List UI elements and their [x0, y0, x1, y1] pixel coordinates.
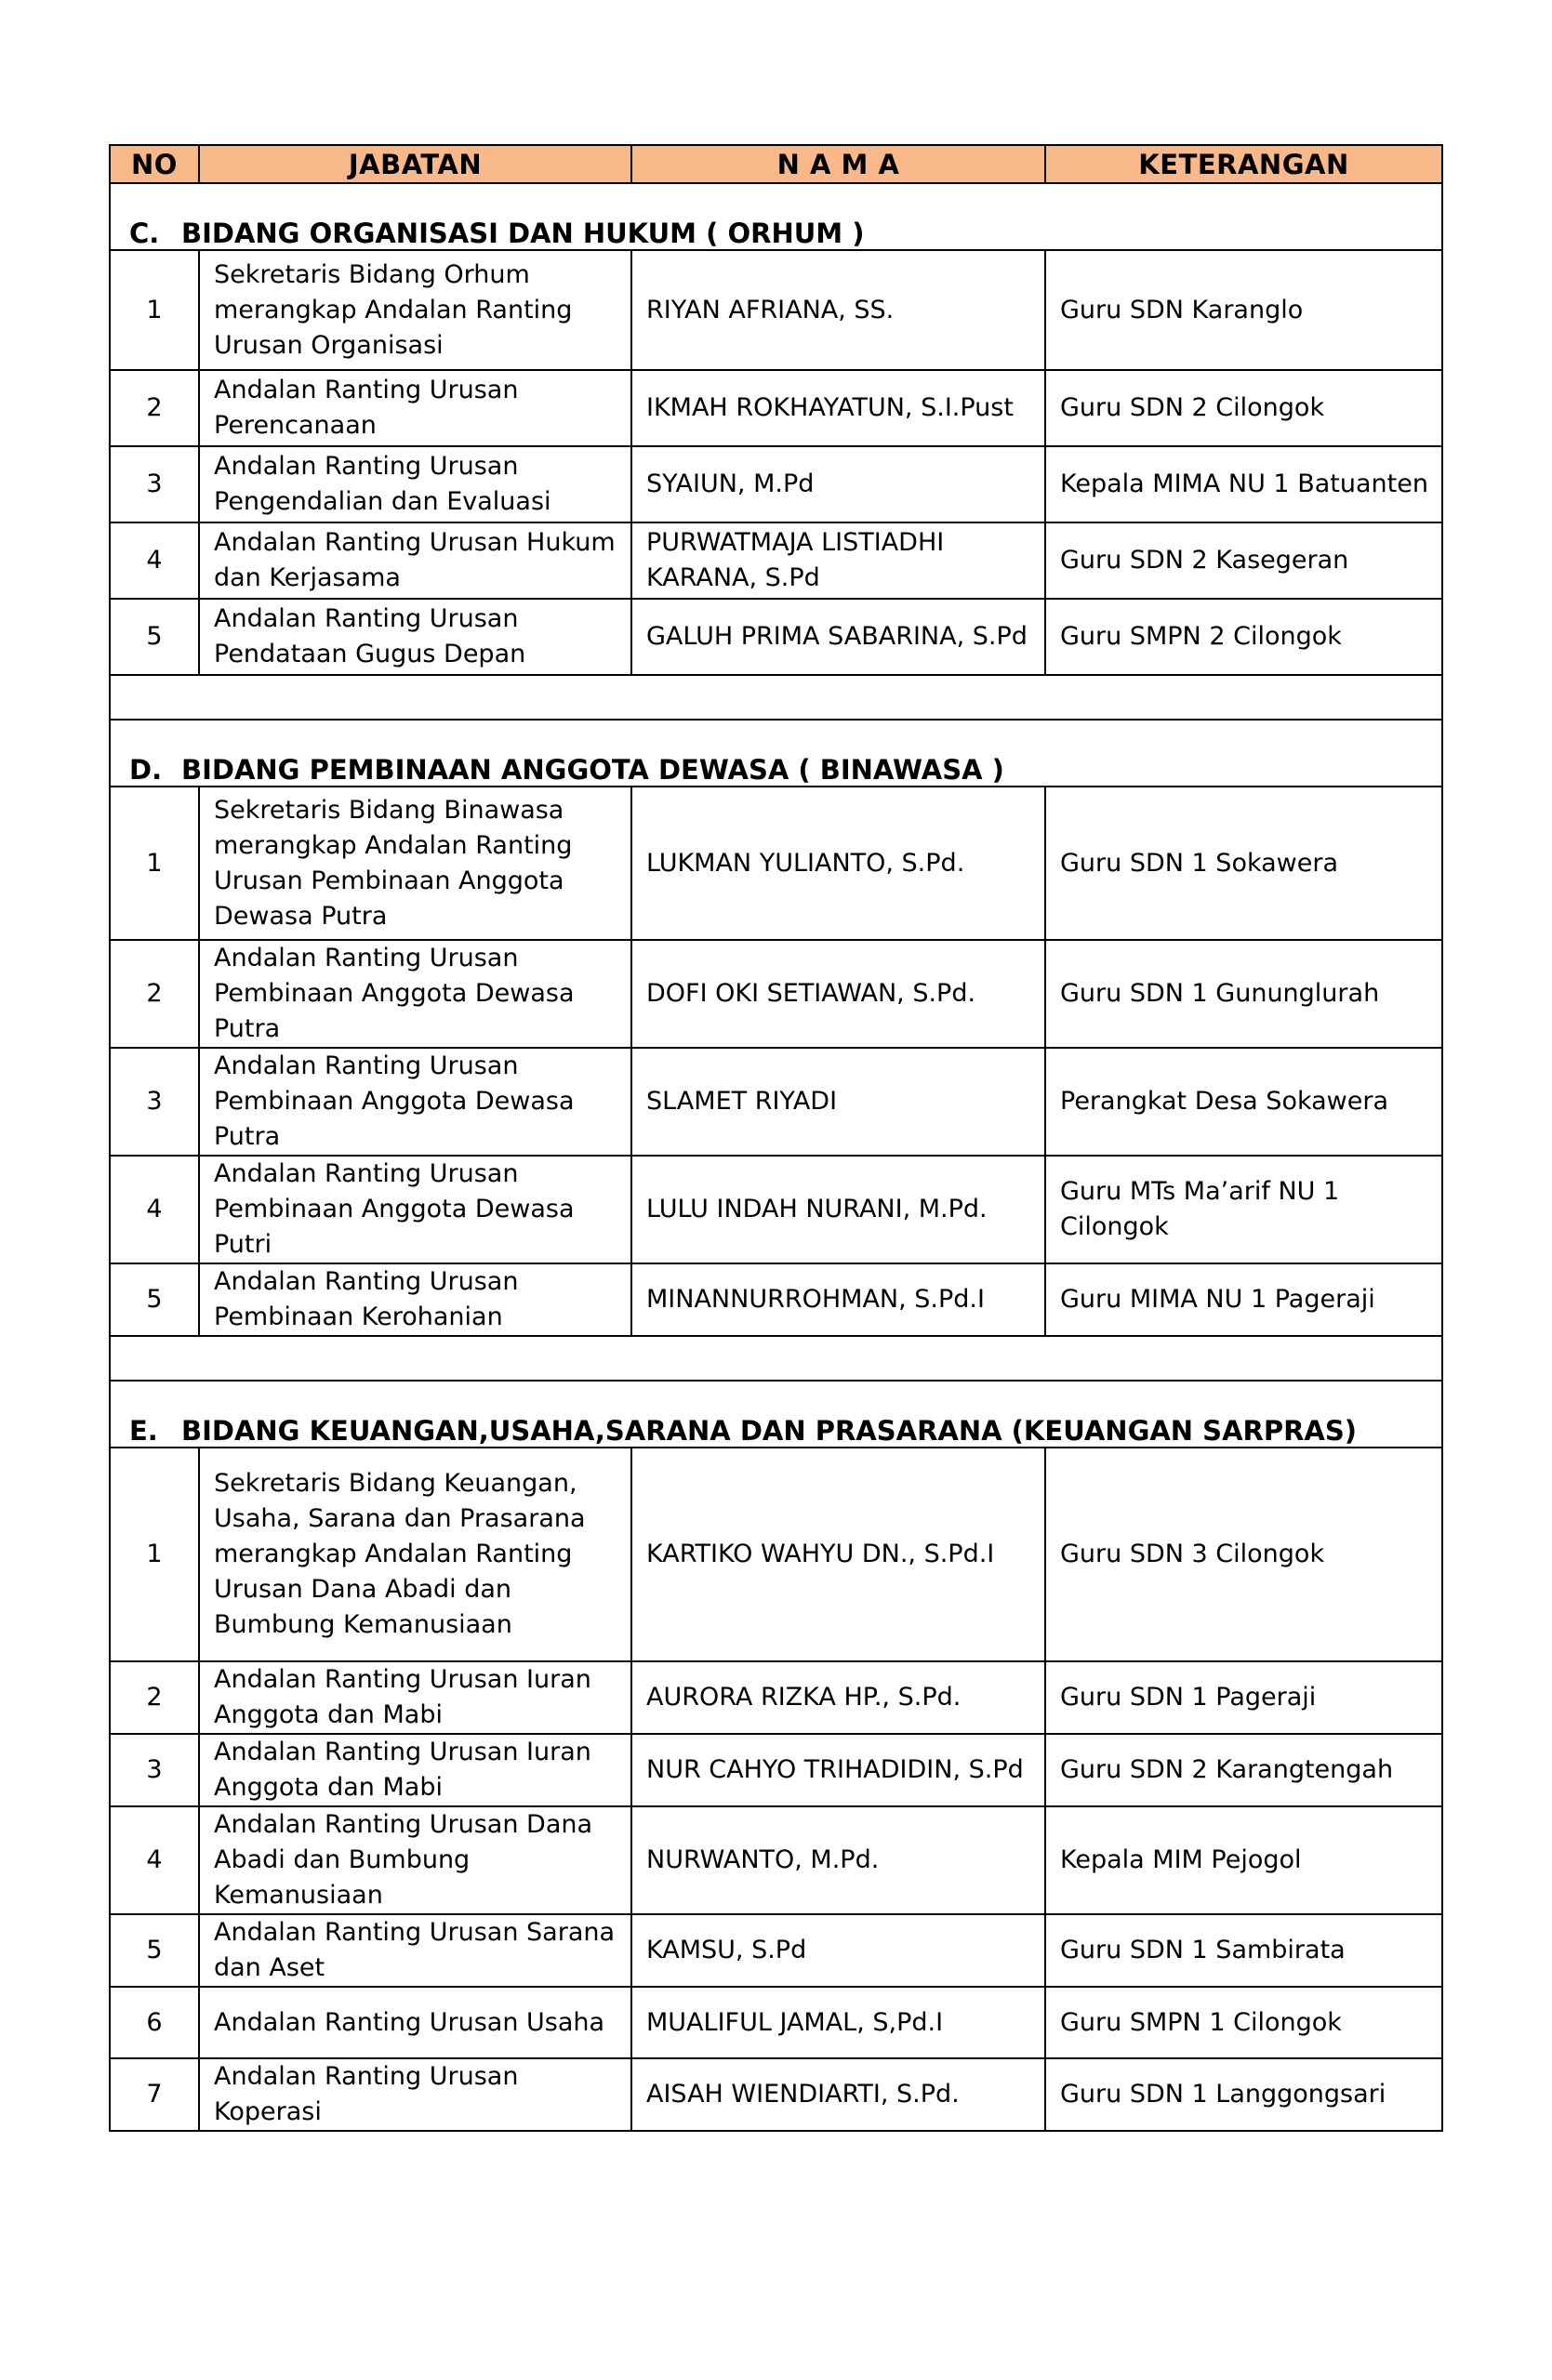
cell-jabatan: Andalan Ranting Urusan Iuran Anggota dan Mabi: [199, 1734, 631, 1806]
cell-no: 4: [110, 522, 199, 599]
table-row: [110, 1661, 1442, 1734]
cell-jabatan: Andalan Ranting Urusan Hukum dan Kerjasama: [199, 522, 631, 599]
cell-no: 4: [110, 1806, 199, 1914]
cell-keterangan: Guru MIMA NU 1 Pageraji: [1045, 1263, 1442, 1336]
cell-keterangan: Guru SDN 1 Langgongsari: [1045, 2058, 1442, 2131]
cell-no: 4: [110, 1156, 199, 1263]
cell-jabatan: Andalan Ranting Urusan Pembinaan Kerohanian: [199, 1263, 631, 1336]
cell-jabatan: Andalan Ranting Urusan Usaha: [199, 1987, 631, 2058]
cell-nama: PURWATMAJA LISTIADHI KARANA, S.Pd: [631, 522, 1045, 599]
cell-keterangan: Perangkat Desa Sokawera: [1045, 1048, 1442, 1156]
cell-no: 3: [110, 446, 199, 522]
cell-keterangan: Guru SDN Karanglo: [1045, 250, 1442, 370]
table-row: [110, 599, 1442, 675]
cell-nama: LULU INDAH NURANI, M.Pd.: [631, 1156, 1045, 1263]
cell-keterangan: Guru SDN 1 Pageraji: [1045, 1661, 1442, 1734]
cell-no: 6: [110, 1987, 199, 2058]
section-heading-row: [110, 1381, 1442, 1448]
cell-jabatan: Andalan Ranting Urusan Pembinaan Anggota Dewasa Putra: [199, 1048, 631, 1156]
cell-nama: DOFI OKI SETIAWAN, S.Pd.: [631, 940, 1045, 1048]
table-row: [110, 1914, 1442, 1987]
cell-jabatan: Andalan Ranting Urusan Dana Abadi dan Bumbung Kemanusiaan: [199, 1806, 631, 1914]
section-heading: [110, 720, 1442, 787]
table-row: [110, 522, 1442, 599]
cell-nama: MINANNURROHMAN, S.Pd.I: [631, 1263, 1045, 1336]
cell-keterangan: Kepala MIM Pejogol: [1045, 1806, 1442, 1914]
cell-nama: MUALIFUL JAMAL, S,Pd.I: [631, 1987, 1045, 2058]
cell-keterangan: Guru MTs Ma’arif NU 1 Cilongok: [1045, 1156, 1442, 1263]
cell-keterangan: Guru SDN 2 Cilongok: [1045, 370, 1442, 446]
cell-keterangan: Guru SDN 1 Sambirata: [1045, 1914, 1442, 1987]
table-row: [110, 787, 1442, 940]
cell-no: 1: [110, 787, 199, 940]
cell-no: 5: [110, 599, 199, 675]
cell-no: 1: [110, 250, 199, 370]
cell-jabatan: Sekretaris Bidang Orhum merangkap Andalan Ranting Urusan Organisasi: [199, 250, 631, 370]
cell-keterangan: Guru SDN 3 Cilongok: [1045, 1448, 1442, 1661]
table-row: [110, 1263, 1442, 1336]
cell-no: 2: [110, 370, 199, 446]
table-row: [110, 1448, 1442, 1661]
cell-keterangan: Kepala MIMA NU 1 Batuanten: [1045, 446, 1442, 522]
cell-keterangan: Guru SMPN 1 Cilongok: [1045, 1987, 1442, 2058]
section-heading: [110, 183, 1442, 250]
cell-jabatan: Andalan Ranting Urusan Pendataan Gugus Depan: [199, 599, 631, 675]
cell-nama: AISAH WIENDIARTI, S.Pd.: [631, 2058, 1045, 2131]
cell-nama: NUR CAHYO TRIHADIDIN, S.Pd: [631, 1734, 1045, 1806]
table-body: [110, 183, 1442, 2131]
section-title: BIDANG ORGANISASI DAN HUKUM ( ORHUM ): [181, 218, 865, 249]
table-row: [110, 1048, 1442, 1156]
cell-nama: SYAIUN, M.Pd: [631, 446, 1045, 522]
cell-jabatan: Andalan Ranting Urusan Pengendalian dan Evaluasi: [199, 446, 631, 522]
cell-no: 5: [110, 1263, 199, 1336]
spacer-cell: [110, 675, 1442, 720]
section-title: BIDANG KEUANGAN,USAHA,SARANA DAN PRASARANA (KEUANGAN SARPRAS): [181, 1415, 1358, 1447]
cell-nama: IKMAH ROKHAYATUN, S.I.Pust: [631, 370, 1045, 446]
table-row: [110, 1734, 1442, 1806]
cell-jabatan: Andalan Ranting Urusan Sarana dan Aset: [199, 1914, 631, 1987]
cell-no: 2: [110, 1661, 199, 1734]
column-header-jabatan: JABATAN: [199, 145, 631, 183]
spacer-row: [110, 675, 1442, 720]
cell-nama: LUKMAN YULIANTO, S.Pd.: [631, 787, 1045, 940]
cell-no: 1: [110, 1448, 199, 1661]
cell-jabatan: Sekretaris Bidang Keuangan, Usaha, Sarana dan Prasarana merangkap Andalan Ranting Urusan Dana Abadi dan Bumbung Kemanusiaan: [199, 1448, 631, 1661]
section-title: BIDANG PEMBINAAN ANGGOTA DEWASA ( BINAWASA ): [181, 754, 1004, 786]
cell-jabatan: Sekretaris Bidang Binawasa merangkap Andalan Ranting Urusan Pembinaan Anggota Dewasa Putra: [199, 787, 631, 940]
cell-no: 3: [110, 1048, 199, 1156]
cell-nama: RIYAN AFRIANA, SS.: [631, 250, 1045, 370]
cell-nama: NURWANTO, M.Pd.: [631, 1806, 1045, 1914]
spacer-cell: [110, 1336, 1442, 1381]
cell-keterangan: Guru SDN 2 Kasegeran: [1045, 522, 1442, 599]
table-row: [110, 1156, 1442, 1263]
table-row: [110, 250, 1442, 370]
column-header-nama: N A M A: [631, 145, 1045, 183]
cell-no: 5: [110, 1914, 199, 1987]
table-row: [110, 1806, 1442, 1914]
section-heading: [110, 1381, 1442, 1448]
cell-nama: AURORA RIZKA HP., S.Pd.: [631, 1661, 1045, 1734]
section-letter: E.: [129, 1415, 158, 1447]
section-heading-row: [110, 720, 1442, 787]
table-row: [110, 940, 1442, 1048]
cell-no: 7: [110, 2058, 199, 2131]
section-heading-row: [110, 183, 1442, 250]
table-row: [110, 2058, 1442, 2131]
cell-no: 3: [110, 1734, 199, 1806]
spacer-row: [110, 1336, 1442, 1381]
cell-keterangan: Guru SDN 2 Karangtengah: [1045, 1734, 1442, 1806]
cell-nama: SLAMET RIYADI: [631, 1048, 1045, 1156]
table-header-row: [110, 145, 1442, 183]
cell-nama: KARTIKO WAHYU DN., S.Pd.I: [631, 1448, 1045, 1661]
roster-table: [109, 144, 1443, 2132]
cell-nama: GALUH PRIMA SABARINA, S.Pd: [631, 599, 1045, 675]
cell-jabatan: Andalan Ranting Urusan Koperasi: [199, 2058, 631, 2131]
section-letter: D.: [129, 754, 163, 786]
roster-document: [109, 144, 1441, 2132]
column-header-keterangan: KETERANGAN: [1045, 145, 1442, 183]
table-row: [110, 446, 1442, 522]
cell-jabatan: Andalan Ranting Urusan Pembinaan Anggota Dewasa Putri: [199, 1156, 631, 1263]
cell-jabatan: Andalan Ranting Urusan Pembinaan Anggota Dewasa Putra: [199, 940, 631, 1048]
cell-nama: KAMSU, S.Pd: [631, 1914, 1045, 1987]
table-row: [110, 370, 1442, 446]
column-header-no: NO: [110, 145, 199, 183]
cell-no: 2: [110, 940, 199, 1048]
cell-jabatan: Andalan Ranting Urusan Perencanaan: [199, 370, 631, 446]
cell-keterangan: Guru SMPN 2 Cilongok: [1045, 599, 1442, 675]
section-letter: C.: [129, 218, 160, 249]
cell-keterangan: Guru SDN 1 Sokawera: [1045, 787, 1442, 940]
table-row: [110, 1987, 1442, 2058]
cell-keterangan: Guru SDN 1 Gununglurah: [1045, 940, 1442, 1048]
cell-jabatan: Andalan Ranting Urusan Iuran Anggota dan Mabi: [199, 1661, 631, 1734]
